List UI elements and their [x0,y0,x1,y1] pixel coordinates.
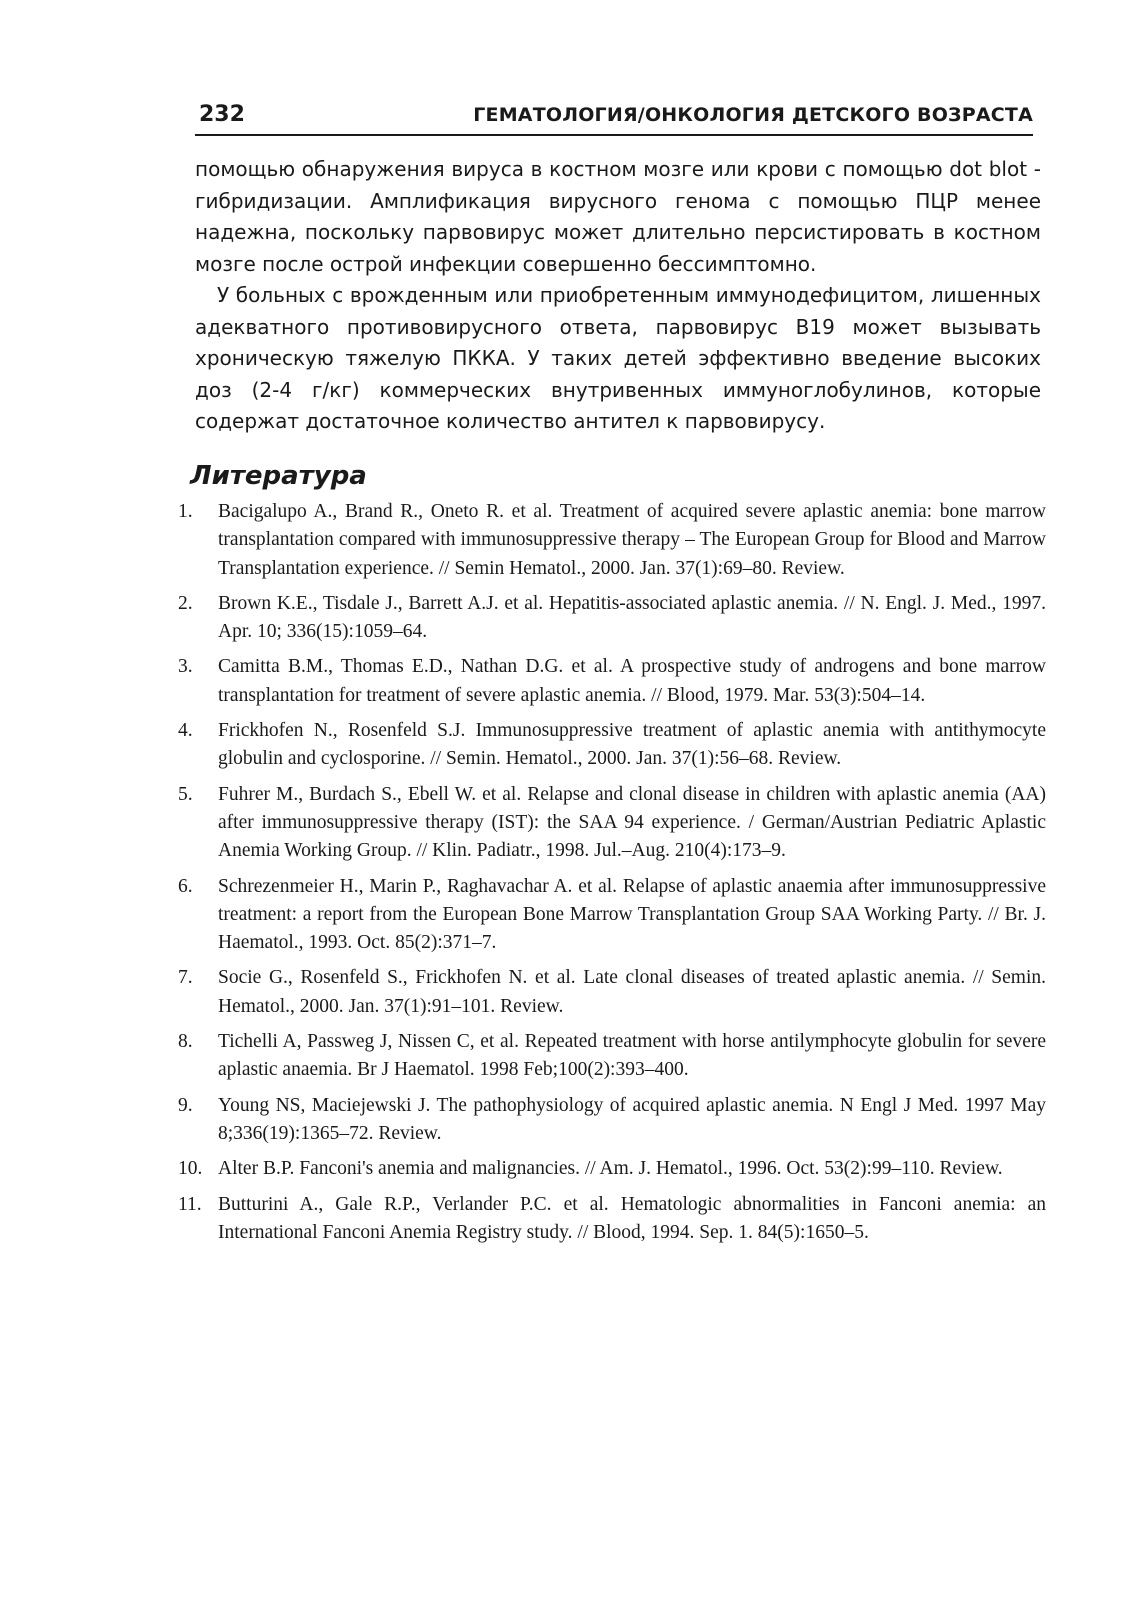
reference-text: Young NS, Maciejewski J. The pathophysiology of acquired aplastic anemia. N Engl J Med. 1997 May 8;336(19):1365–72. Review. [218,1094,1046,1144]
reference-text: Alter B.P. Fanconi's anemia and malignancies. // Am. J. Hematol., 1996. Oct. 53(2):99–110. Review. [218,1158,1003,1180]
reference-number: 6. [178,875,193,897]
reference-item [178,964,1046,1021]
references-title: Литература [190,461,367,491]
reference-item [178,498,1046,583]
reference-number: 10. [178,1158,203,1180]
reference-number: 11. [178,1193,202,1215]
reference-item [178,590,1046,647]
reference-item [178,873,1046,958]
references-list [178,498,1046,1254]
reference-item [178,653,1046,710]
page-number: 232 [199,102,245,127]
reference-text: Bacigalupo A., Brand R., Oneto R. et al. Treatment of acquired severe aplastic anemia: bone marrow transplantation compared with immunosuppressive therapy – The European Group for Blood and Marrow Transplantation experience. // Semin Hematol., 2000. Jan. 37(1):69–80. Review. [218,501,1046,579]
reference-text: Butturini A., Gale R.P., Verlander P.C. et al. Hematologic abnormalities in Fanconi anemia: an International Fanconi Anemia Registry study. // Blood, 1994. Sep. 1. 84(5):1650–5. [218,1193,1046,1243]
reference-text: Brown K.E., Tisdale J., Barrett A.J. et al. Hepatitis-associated aplastic anemia. // N. Engl. J. Med., 1997. Apr. 10; 336(15):1059–64. [218,592,1046,643]
page-header [195,100,1033,136]
paragraph-2: У больных с врожденным или приобретенным иммунодефицитом, лишенных адекватного противовирусного ответа, парвовирус В19 может вызывать хроническую тяжелую ПККА. У таких детей эффективно введение высоких доз (2-4 г/кг) коммерческих внутривенных иммуноглобулинов, которые содержат достаточное количество антител к парвовирусу. [195,283,1041,433]
reference-item [178,781,1046,866]
reference-item [178,1092,1046,1149]
reference-text: Camitta B.M., Thomas E.D., Nathan D.G. et al. A prospective study of androgens and bone marrow transplantation for treatment of severe aplastic anemia. // Blood, 1979. Mar. 53(3):504–14. [218,656,1046,706]
reference-text: Tichelli A, Passweg J, Nissen C, et al. Repeated treatment with horse antilymphocyte globulin for severe aplastic anaemia. Br J Haematol. 1998 Feb;100(2):393–400. [218,1031,1046,1081]
running-title: ГЕМАТОЛОГИЯ/ОНКОЛОГИЯ ДЕТСКОГО ВОЗРАСТА [473,104,1033,126]
paragraph-1: помощью обнаружения вируса в костном мозге или крови с помощью dot blot - гибридизации. Амплификация вирусного генома с помощью ПЦР менее надежна, поскольку парвовирус может длительно персистировать в костном мозге после острой инфекции совершенно бессимптомно. [195,157,1041,276]
reference-text: Frickhofen N., Rosenfeld S.J. Immunosuppressive treatment of aplastic anemia with antithymocyte globulin and cyclosporine. // Semin. Hematol., 2000. Jan. 37(1):56–68. Review. [218,720,1046,770]
reference-item [178,1028,1046,1085]
reference-item [178,1191,1046,1248]
reference-text: Schrezenmeier H., Marin P., Raghavachar A. et al. Relapse of aplastic anaemia after immunosuppressive treatment: a report from the European Bone Marrow Transplantation Group SAA Working Party. // Br. J. Haematol., 1993. Oct. 85(2):371–7. [218,875,1046,954]
reference-number: 3. [178,656,193,678]
reference-text: Fuhrer M., Burdach S., Ebell W. et al. Relapse and clonal disease in children with aplastic anemia (AA) after immunosuppressive therapy (IST): the SAA 94 experience. / German/Austrian Pediatric Aplastic Anemia Working Group. // Klin. Padiatr., 1998. Jul.–Aug. 210(4):173–9. [218,783,1046,862]
reference-item [178,717,1046,774]
reference-number: 2. [178,592,193,614]
reference-number: 7. [178,967,193,989]
reference-item [178,1155,1046,1183]
reference-number: 5. [178,783,193,805]
reference-number: 9. [178,1094,193,1116]
reference-number: 1. [178,501,193,522]
reference-number: 8. [178,1031,193,1053]
body-text [195,154,1041,438]
reference-text: Socie G., Rosenfeld S., Frickhofen N. et al. Late clonal diseases of treated aplastic anemia. // Semin. Hematol., 2000. Jan. 37(1):91–101. Review. [218,967,1046,1017]
reference-number: 4. [178,720,193,742]
